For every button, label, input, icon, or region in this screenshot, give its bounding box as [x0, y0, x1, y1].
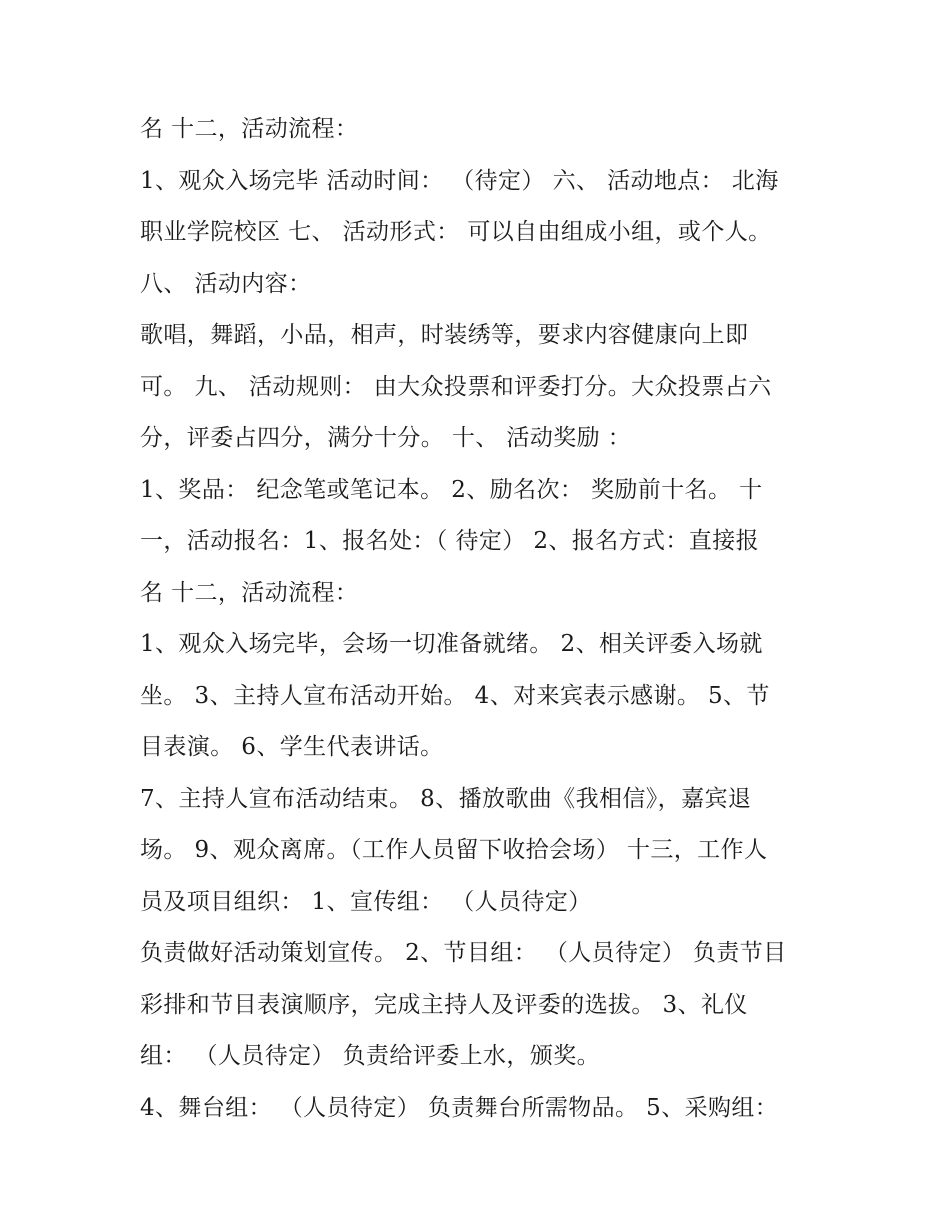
- text-line: 分，评委占四分，满分十分。 十、 活动奖励 ：: [140, 425, 632, 451]
- text-line: 1、奖品： 纪念笔或笔记本。 2、励名次： 奖励前十名。 十: [140, 476, 763, 503]
- text-line: 组： （人员待定） 负责给评委上水，颁奖。: [140, 1043, 601, 1069]
- text-line: 1、观众入场完毕，会场一切准备就绪。 2、相关评委入场就: [140, 631, 763, 657]
- text-line: 4、舞台组： （人员待定） 负责舞台所需物品。 5、采购组：: [140, 1094, 779, 1121]
- text-line: 场。 9、观众离席。（工作人员留下收拾会场） 十三，工作人: [140, 837, 768, 863]
- text-line: 名 十二，活动流程：: [140, 579, 359, 606]
- text-line: 歌唱，舞蹈，小品，相声，时装绣等，要求内容健康向上即: [140, 322, 749, 348]
- text-line: 彩排和节目表演顺序，完成主持人及评委的选拔。 3、礼仪: [140, 991, 748, 1018]
- text-line: 名 十二，活动流程：: [140, 116, 359, 142]
- text-line: 一，活动报名：1、报名处：（ 待定） 2、报名方式：直接报: [140, 528, 759, 554]
- document-body: [140, 104, 830, 1134]
- text-line: 职业学院校区 七、 活动形式： 可以自由组成小组，或个人。: [140, 219, 772, 245]
- text-line: 1、观众入场完毕 活动时间： （待定） 六、 活动地点： 北海: [140, 167, 779, 194]
- text-line: 目表演。 6、学生代表讲话。: [140, 734, 444, 760]
- text-line: 可。 九、 活动规则： 由大众投票和评委打分。大众投票占六: [140, 373, 772, 400]
- text-line: 八、 活动内容：: [140, 270, 312, 297]
- text-line: 负责做好活动策划宣传。 2、节目组： （人员待定） 负责节目: [140, 940, 787, 966]
- text-line: 7、主持人宣布活动结束。 8、播放歌曲《我相信》，嘉宾退: [140, 785, 752, 812]
- text-line: 员及项目组织： 1、宣传组： （人员待定）: [140, 888, 592, 915]
- text-line: 坐。 3、主持人宣布活动开始。 4、对来宾表示感谢。 5、节: [140, 682, 770, 709]
